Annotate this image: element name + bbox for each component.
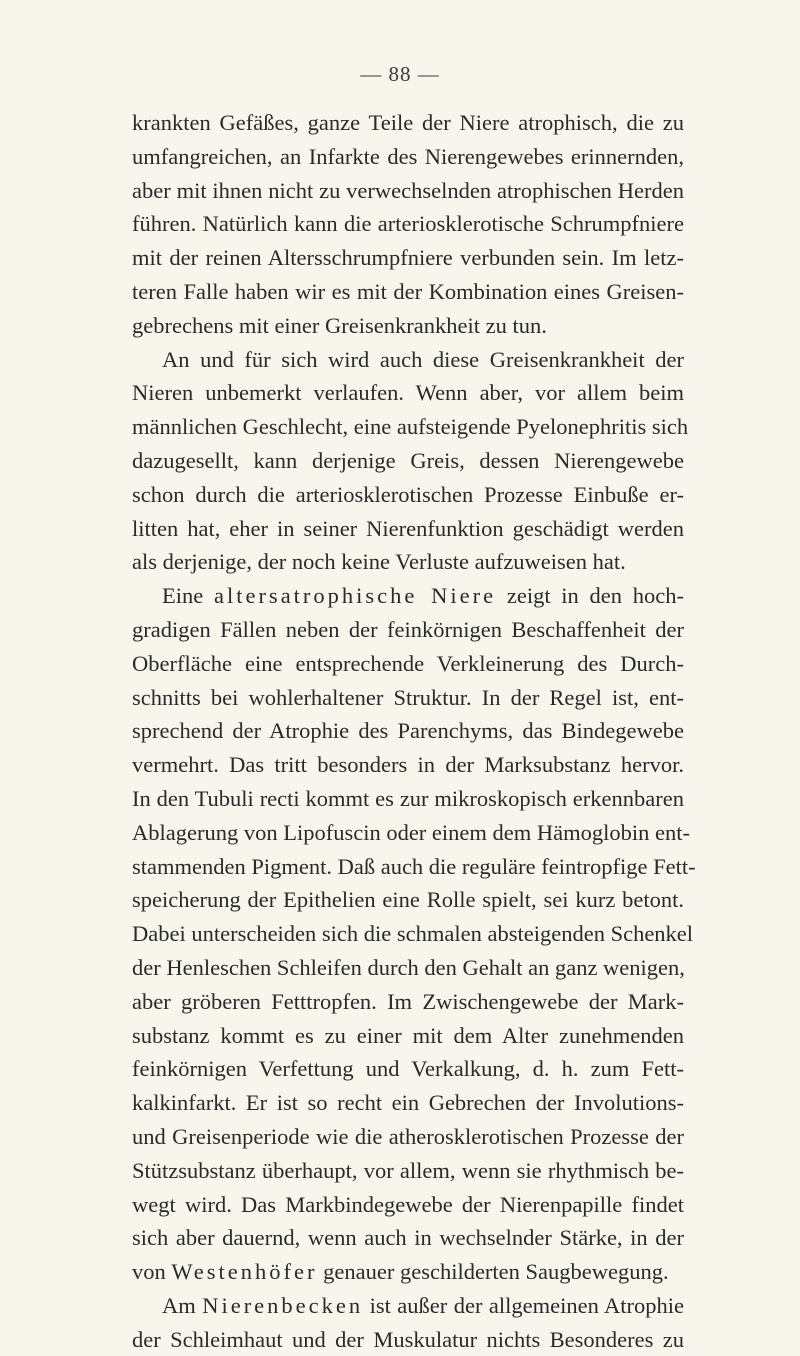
text-line [132,579,684,613]
text-line: Dabei unterscheiden sich die schmalen absteigenden Schenkel [132,921,694,947]
author-name: Westenhöfer [171,1259,318,1285]
text-line: substanz kommt es zu einer mit dem Alter zunehmenden [132,1022,684,1048]
text-line: krankten Gefäßes, ganze Teile der Niere atrophisch, die zu [132,110,684,135]
text-line: Stützsubstanz überhaupt, vor allem, wenn sie rhythmisch be- [132,1157,684,1183]
text-run: genauer geschilderten Saugbewegung. [323,1259,669,1285]
text-line: Oberfläche eine entsprechende Verkleinerung des Durch- [132,650,684,676]
text-line: sprechend der Atrophie des Parenchyms, das Bindegewebe [132,718,684,744]
text-line: schnitts bei wohlerhaltener Struktur. In der Regel ist, ent- [132,684,684,710]
text-line: kalkinfarkt. Er ist so recht ein Gebrechen der Involutions- [132,1090,684,1116]
text-line: aber gröberen Fetttropfen. Im Zwischengewebe der Mark- [132,988,684,1014]
text-line [132,1255,684,1289]
body-text [132,106,696,1356]
text-line: An und für sich wird auch diese Greisenkrankheit der [162,346,684,372]
text-line [132,1289,684,1323]
emphasized-term: Nierenbecken [202,1292,364,1318]
text-line: dazugesellt, kann derjenige Greis, dessen Nierengewebe [132,447,684,473]
text-line: männlichen Geschlecht, eine aufsteigende Pyelonephritis sich [132,414,689,440]
text-run: von [132,1259,166,1285]
text-run: ist außer der allgemeinen Atrophie [369,1292,685,1318]
text-line: gradigen Fällen neben der feinkörnigen Beschaffenheit der [132,616,684,642]
text-line: führen. Natürlich kann die arteriosklerotische Schrumpfniere [132,211,684,237]
text-line: mit der reinen Altersschrumpfniere verbunden sein. Im letz- [132,245,684,271]
text-line: vermehrt. Das tritt besonders in der Marksubstanz hervor. [132,752,684,778]
text-line: In den Tubuli recti kommt es zur mikroskopisch erkennbaren [132,785,684,811]
emphasized-term: altersatrophische Niere [213,583,497,609]
text-run: Am [162,1292,196,1318]
text-line: aber mit ihnen nicht zu verwechselnden atrophischen Herden [132,177,684,203]
text-line: teren Falle haben wir es mit der Kombination eines Greisen- [132,278,684,304]
paragraph-1 [132,106,684,343]
text-line: speicherung der Epithelien eine Rolle spielt, sei kurz betont. [132,887,684,913]
text-line: sich aber dauernd, wenn auch in wechselnder Stärke, in der [132,1225,684,1251]
text-line: gebrechens mit einer Greisenkrankheit zu tun. [132,312,547,338]
text-line: schon durch die arteriosklerotischen Prozesse Einbuße er- [132,481,684,507]
text-line: wegt wird. Das Markbindegewebe der Nierenpapille findet [132,1191,684,1217]
text-line: Nieren unbemerkt verlaufen. Wenn aber, vor allem beim [132,380,684,406]
text-line: Ablagerung von Lipofuscin oder einem dem Hämoglobin ent- [132,819,690,845]
paragraph-4 [132,1289,684,1356]
text-line: der Henleschen Schleifen durch den Gehalt an ganz wenigen, [132,954,685,980]
text-line: der Schleimhaut und der Muskulatur nichts Besonderes zu [132,1326,684,1352]
text-line: feinkörnigen Verfettung und Verkalkung, d. h. zum Fett- [132,1056,684,1082]
page-number: — 88 — [360,62,440,86]
text-line: stammenden Pigment. Daß auch die reguläre feintropfige Fett- [132,853,696,879]
paragraph-2 [132,343,689,580]
text-line: und Greisenperiode wie die atherosklerotischen Prozesse der [132,1123,684,1149]
text-run: Eine [162,583,204,609]
text-line: umfangreichen, an Infarkte des Nierengewebes erinnernden, [132,143,684,169]
paragraph-3 [132,579,696,1289]
text-line: litten hat, eher in seiner Nierenfunktion geschädigt werden [132,515,684,541]
text-run: zeigt in den hoch- [506,583,684,609]
text-line: als derjenige, der noch keine Verluste aufzuweisen hat. [132,549,626,575]
